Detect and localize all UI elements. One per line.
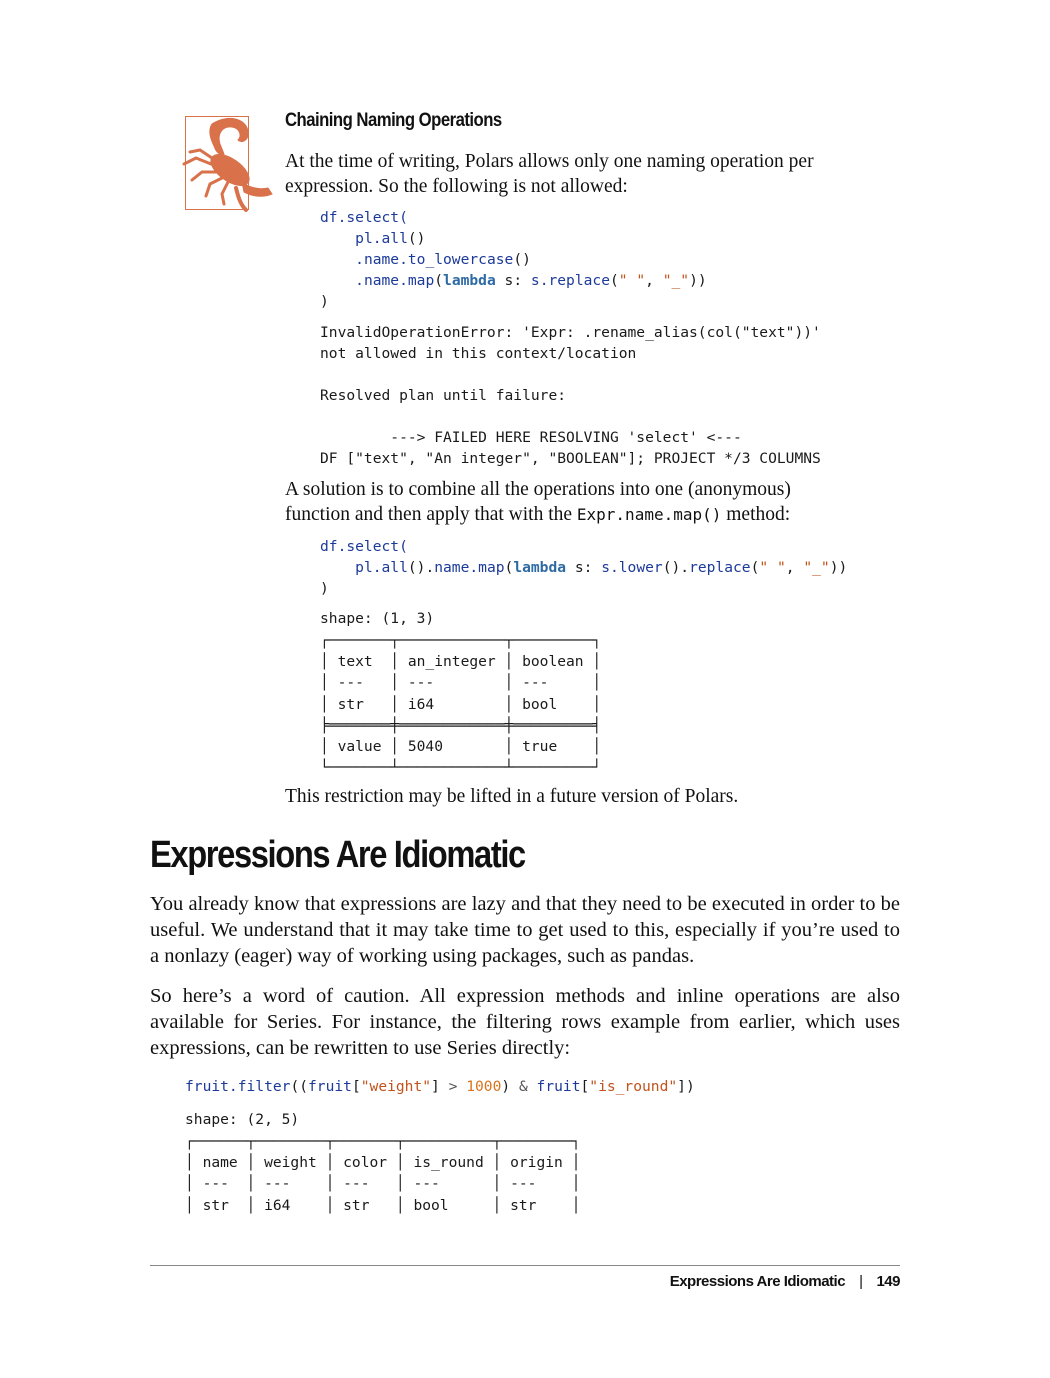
code-block-solution <box>320 536 847 599</box>
dtype-row: │ str │ i64 │ str │ bool │ str │ <box>185 1196 581 1214</box>
page-footer <box>670 1273 900 1290</box>
code-block-series-filter <box>185 1076 695 1097</box>
dataframe-table-1 <box>320 630 601 778</box>
dtype-row: │ str │ i64 │ bool │ <box>320 695 602 713</box>
code-block-chained-naming <box>320 207 707 312</box>
header-row: │ name │ weight │ color │ is_round │ origin │ <box>185 1154 581 1172</box>
section-heading: Expressions Are Idiomatic <box>150 834 525 876</box>
code-line: fruit.filter((fruit["weight"] > 1000) & fruit["is_round"]) <box>185 1078 695 1095</box>
note-closing: This restriction may be lifted in a future version of Polars. <box>285 786 739 807</box>
output-line: InvalidOperationError: 'Expr: .rename_alias(col("text"))' <box>320 324 821 341</box>
output-line: Resolved plan until failure: <box>320 387 567 404</box>
code-line: pl.all() <box>355 230 426 247</box>
top-border: ┌───────┬────────────┬─────────┐ <box>320 632 602 649</box>
separator-row: │ --- │ --- │ --- │ --- │ --- │ <box>185 1175 581 1193</box>
running-title: Expressions Are Idiomatic <box>669 1273 846 1290</box>
note-intro: At the time of writing, Polars allows only one naming operation per expression. So the following is not allowed: <box>285 151 814 197</box>
separator-row: │ --- │ --- │ --- │ <box>320 674 602 692</box>
dataframe-table-2 <box>185 1131 580 1216</box>
code-line: pl.all().name.map(lambda s: s.lower().replace(" ", "_")) <box>355 559 848 576</box>
top-border: ┌──────┬────────┬───────┬──────────┬────────┐ <box>185 1133 581 1150</box>
code-line: df.select( <box>320 538 408 555</box>
scorpion-warning-icon <box>184 114 274 210</box>
section-paragraph-2: So here’s a word of caution. All expression methods and inline operations are also available for Series. For instance, the filtering rows example from earlier, which uses expressions, can be rewritten to use Series directly: <box>150 985 900 1059</box>
output-line: DF ["text", "An integer", "BOOLEAN"]; PROJECT */3 COLUMNS <box>320 450 821 467</box>
note-title: Chaining Naming Operations <box>285 110 502 131</box>
page-number: 149 <box>876 1273 900 1290</box>
header-divider: ╞═══════╪════════════╪═════════╡ <box>320 716 602 734</box>
code-line: .name.to_lowercase() <box>355 251 531 268</box>
header-row: │ text │ an_integer │ boolean │ <box>320 653 602 671</box>
shape-output-1: shape: (1, 3) <box>320 610 435 627</box>
inline-code: Expr.name.map() <box>576 505 722 524</box>
code-line: ) <box>320 293 329 310</box>
bottom-border: └───────┴────────────┴─────────┘ <box>320 759 602 777</box>
solution-paragraph <box>285 477 845 527</box>
shape-output-2: shape: (2, 5) <box>185 1111 300 1128</box>
code-line: ) <box>320 580 329 597</box>
scorpion-icon <box>172 114 278 214</box>
code-line: .name.map(lambda s: s.replace(" ", "_")) <box>355 272 707 289</box>
output-line: ---> FAILED HERE RESOLVING 'select' <--- <box>320 429 742 446</box>
solution-text: A solution is to combine all the operations into one (anonymous) function and then apply that with the <box>285 479 791 525</box>
footer-rule <box>150 1265 900 1266</box>
output-line: not allowed in this context/location <box>320 345 637 362</box>
table-row: │ value │ 5040 │ true │ <box>320 738 602 756</box>
code-line: df.select( <box>320 209 408 226</box>
footer-separator: | <box>859 1273 863 1290</box>
section-paragraph-1: You already know that expressions are lazy and that they need to be executed in order to be useful. We understand that it may take time to get used to this, especially if you’re used to a nonlazy (eager) way of working using packages, such as pandas. <box>150 893 900 967</box>
error-output <box>320 322 821 469</box>
solution-text-end: method: <box>721 504 791 525</box>
